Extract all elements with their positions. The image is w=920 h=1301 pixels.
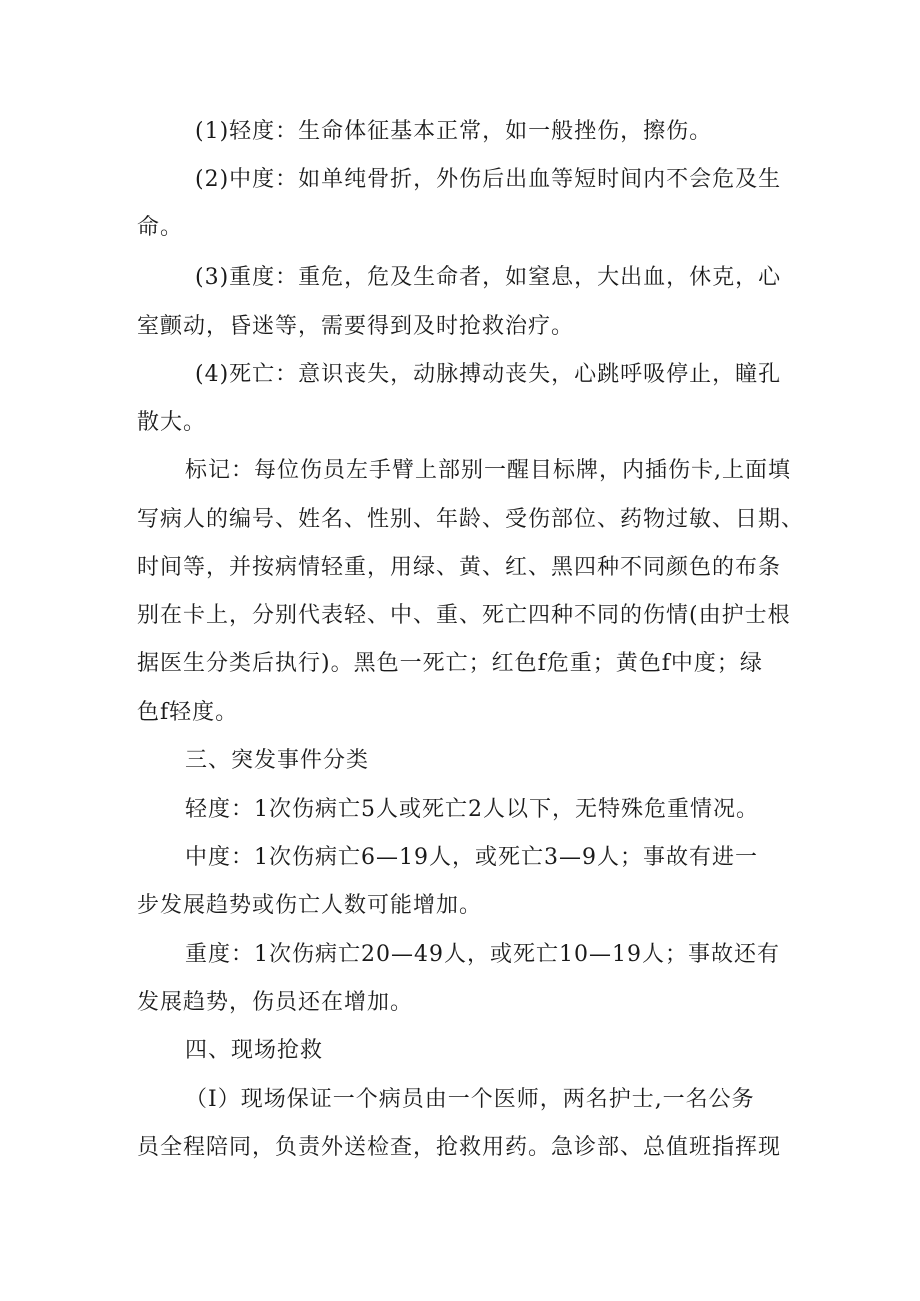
text-line: 写病人的编号、姓名、性别、年龄、受伤部位、药物过敏、日期、: [137, 507, 805, 532]
text-line: 员全程陪同，负责外送检查，抢救用药。急诊部、总值班指挥现: [137, 1135, 782, 1160]
text-line: 发展趋势，伤员还在增加。: [137, 990, 414, 1015]
text-line: 命。: [137, 215, 184, 240]
text-line: (2)中度：如单纯骨折，外伤后出血等短时间内不会危及生: [195, 167, 782, 192]
text-line: 时间等，并按病情轻重，用绿、黄、红、黑四种不同颜色的布条: [137, 555, 782, 580]
text-line: (4)死亡：意识丧失，动脉搏动丧失，心跳呼吸停止，瞳孔: [195, 362, 782, 387]
text-line: (1)轻度：生命体征基本正常，如一般挫伤，擦伤。: [195, 119, 713, 144]
text-line: （I）现场保证一个病员由一个医师，两名护士,一名公务: [185, 1087, 755, 1112]
text-line: 重度：1次伤病亡20—49人，或死亡10—19人；事故还有: [185, 942, 780, 967]
text-line: 步发展趋势或伤亡人数可能增加。: [137, 893, 483, 918]
text-line: 轻度：1次伤病亡5人或死亡2人以下，无特殊危重情况。: [185, 797, 759, 822]
text-line: (3)重度：重危，危及生命者，如窒息，大出血，休克，心: [195, 265, 782, 290]
text-line: 散大。: [137, 410, 207, 435]
text-line: 室颤动，昏迷等，需要得到及时抢救治疗。: [137, 314, 575, 339]
text-line: 色f轻度。: [137, 700, 239, 725]
text-line: 据医生分类后执行)。黑色一死亡；红色f危重；黄色f中度；绿: [137, 651, 763, 676]
section-heading: 四、现场抢救: [185, 1038, 324, 1063]
section-heading: 三、突发事件分类: [185, 748, 370, 773]
text-line: 中度：1次伤病亡6—19人，或死亡3—9人；事故有进一: [185, 845, 758, 870]
text-line: 标记：每位伤员左手臂上部别一醒目标牌，内插伤卡,上面填: [185, 458, 791, 483]
text-line: 别在卡上，分别代表轻、中、重、死亡四种不同的伤情(由护士根: [137, 603, 791, 628]
